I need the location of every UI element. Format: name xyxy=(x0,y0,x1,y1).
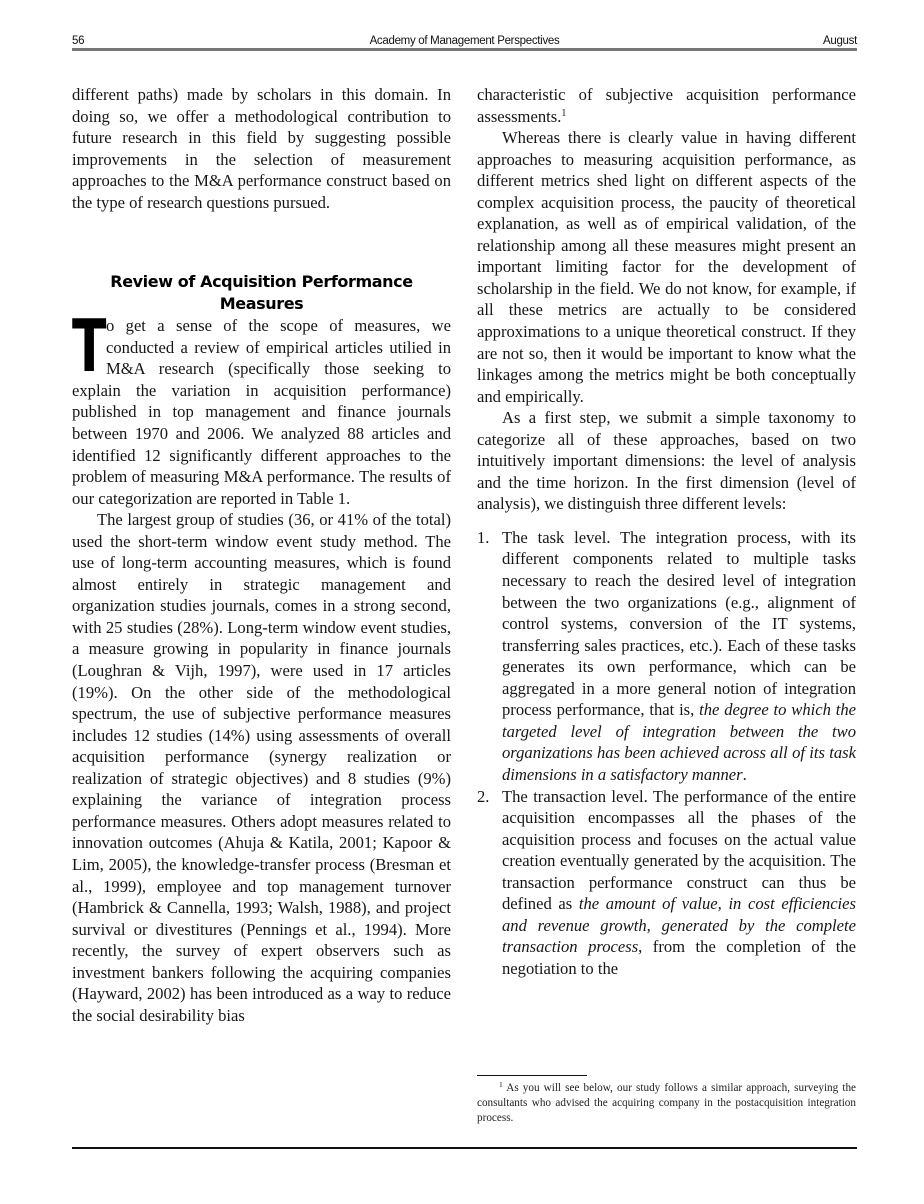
continuation-paragraph xyxy=(477,84,856,127)
header-rule xyxy=(72,48,857,51)
intro-paragraph: different paths) made by scholars in this domain. In doing so, we offer a methodological contribution to future research in this field by suggesting possible improvements in the selection of measurement approaches to the M&A performance construct based on the type of research questions pursued. xyxy=(72,85,451,212)
list-item xyxy=(477,786,856,980)
footer-rule xyxy=(72,1147,857,1149)
footnote xyxy=(477,1081,856,1126)
left-column xyxy=(72,84,451,1026)
list-item-definition: the degree to which the targeted level of integration between the two organizations has been achieved across all of its task dimensions in a satisfactory manner xyxy=(502,700,856,784)
body-paragraph: Whereas there is clearly value in having different approaches to measuring acquisition performance, as different metrics shed light on different aspects of the complex acquisition process, the paucity of theoretical explanation, as well as of empirical validation, of the relationship among all these measures might present an important limiting factor for the development of scholarship in the field. We do not know, for example, if all these metrics are actually to be considered approximations to a unique theoretical construct. If they are not so, then it would be important to know what the linkages among the metrics might be both conceptually and empirically. xyxy=(477,128,856,406)
footnote-reference[interactable]: 1 xyxy=(561,107,567,119)
list-item-tail: . xyxy=(742,764,747,784)
page-number: 56 xyxy=(72,35,85,47)
body-paragraph: The largest group of studies (36, or 41% of the total) used the short-term window event study method. The use of long-term accounting measures, which is found almost entirely in strategic management and organization studies journals, comes in a strong second, with 25 studies (28%). Long-term window event studies, a measure growing in popularity in finance journals (Loughran & Vijh, 1997), were used in 17 articles (19%). On the other side of the methodological spectrum, the use of subjective performance measures includes 12 studies (14%) using assessments of overall acquisition performance (synergy realization or realization of strategic objectives) and 8 studies (9%) explaining the variance of integration process performance measures. Others adopt measures related to innovation outcomes (Ahuja & Katila, 2001; Kapoor & Lim, 2005), the knowledge-transfer process (Bresman et al., 1999), employee and top management turnover (Hambrick & Cannella, 1993; Walsh, 1988), and project survival or divestitures (Pennings et al., 1994). More recently, the survey of expert observers such as investment bankers following the acquiring companies (Hayward, 2002) has been introduced as a way to reduce the social desirability bias xyxy=(72,510,451,1025)
section-heading: Review of Acquisition Performance Measures xyxy=(110,272,413,314)
body-paragraph: As a first step, we submit a simple taxonomy to categorize all of these approaches, based on two intuitively important dimensions: the level of analysis and the time horizon. In the first dimension (level of analysis), we distinguish three different levels: xyxy=(477,408,856,514)
list-number: 2. xyxy=(477,786,490,806)
continuation-text: characteristic of subjective acquisition performance assessments. xyxy=(477,85,856,126)
list-item-tail: , from the completion of the negotiation to the xyxy=(502,937,857,978)
dropcap-paragraph-text: o get a sense of the scope of measures, we conducted a review of empirical articles utilied in M&A research (specifically those seeking to explain the variation in acquisition performance) published in top management and finance journals between 1970 and 2006. We analyzed 88 articles and identified 12 significantly different approaches to the problem of measuring M&A performance. The results of our categorization are reported in Table 1. xyxy=(72,316,451,508)
right-column xyxy=(477,84,856,979)
levels-list xyxy=(477,527,856,979)
drop-cap: T xyxy=(72,304,107,389)
list-item-definition: the amount of value, in cost efficiencies and revenue growth, generated by the complete transaction process xyxy=(502,894,856,957)
list-item-text: The transaction level. The performance of the entire acquisition encompasses all the phases of the acquisition process and focuses on the actual value creation eventually generated by the acquisition. The transaction performance construct can thus be defined as xyxy=(502,786,856,914)
footnote-rule xyxy=(477,1075,587,1076)
running-header xyxy=(72,35,857,47)
list-item xyxy=(477,527,856,786)
list-item-text: The task level. The integration process, with its different components related to multiple tasks necessary to reach the desired level of integration between the two organizations (e.g., alignment of control systems, conversion of the IT systems, transferring sales practices, etc.). Each of these tasks generates its own performance, which can be aggregated in a more general notion of integration process performance, that is, xyxy=(502,527,856,720)
issue-month: August xyxy=(822,35,857,47)
journal-title: Academy of Management Perspectives xyxy=(369,35,560,47)
footnote-marker: 1 xyxy=(499,1080,503,1089)
footnote-text: As you will see below, our study follows a similar approach, surveying the consultants who advised the acquiring company in the postacquisition integration process. xyxy=(477,1082,856,1124)
dropcap-paragraph xyxy=(72,304,451,509)
list-number: 1. xyxy=(477,527,490,547)
